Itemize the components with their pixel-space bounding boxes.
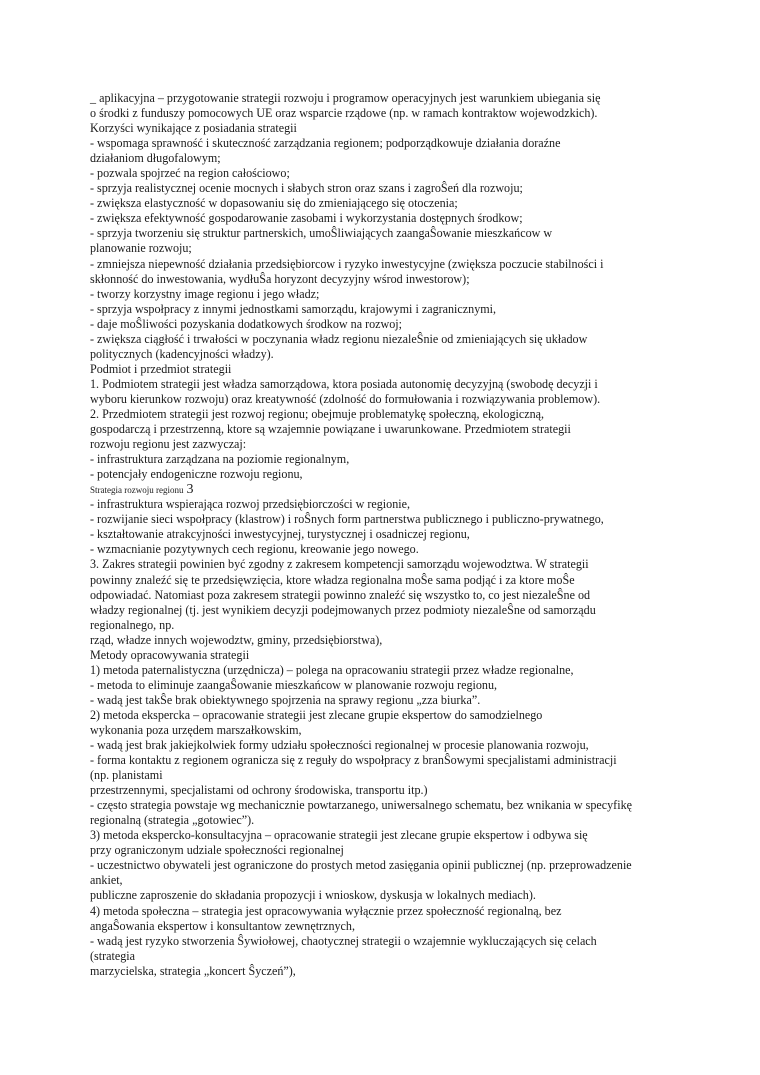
text-line: - często strategia powstaje wg mechanicznie powtarzanego, uniwersalnego schematu, bez wnikania w specyfikę: [90, 798, 632, 813]
text-line: - potencjały endogeniczne rozwoju regionu,: [90, 467, 303, 482]
text-line: działaniom długofalowym;: [90, 151, 221, 166]
text-line: - metoda to eliminuje zaangaŜowanie mieszkańcow w planowanie rozwoju regionu,: [90, 677, 498, 692]
running-header-title: Strategia rozwoju regionu: [90, 485, 184, 496]
text-line: Podmiot i przedmiot strategii: [90, 361, 232, 376]
text-line: - sprzyja realistycznej ocenie mocnych i słabych stron oraz szans i zagroŜeń dla rozwoju;: [90, 181, 523, 196]
text-line: _ aplikacyjna – przygotowanie strategii rozwoju i programow operacyjnych jest warunkiem ubiegania się: [90, 91, 601, 105]
text-line: skłonność do inwestowania, wydłuŜa horyzont decyzyjny wśrod inwestorow);: [90, 271, 470, 286]
text-line: gospodarczą i przestrzenną, ktore są wzajemnie powiązane i uwarunkowane. Przedmiotem strategii: [90, 422, 571, 437]
text-line: - wadą jest takŜe brak obiektywnego spojrzenia na sprawy regionu „zza biurka”.: [90, 692, 481, 707]
text-line: (np. planistami: [90, 768, 163, 783]
document-page: [90, 91, 650, 979]
text-line: 3. Zakres strategii powinien być zgodny z zakresem kompetencji samorządu wojewodztwa. W strategii: [90, 557, 589, 572]
text-line: (strategia: [90, 948, 135, 963]
text-line: angaŜowania ekspertow i konsultantow zewnętrznych,: [90, 918, 355, 933]
text-line: - infrastruktura wspierająca rozwoj przedsiębiorczości w regionie,: [90, 497, 411, 512]
text-line: 1) metoda paternalistyczna (urzędnicza) – polega na opracowaniu strategii przez władze regionalne,: [90, 662, 574, 677]
text-line: - sprzyja tworzeniu się struktur partnerskich, umoŜliwiających zaangaŜowanie mieszkańcow w: [90, 226, 553, 241]
text-line: rząd, władze innych wojewodztw, gminy, przedsiębiorstwa),: [90, 632, 383, 647]
text-line: 2) metoda ekspercka – opracowanie strategii jest zlecane grupie ekspertow do samodzielnego: [90, 707, 543, 722]
text-line: rozwoju regionu jest zazwyczaj:: [90, 437, 247, 452]
running-header: [90, 482, 650, 497]
text-line: odpowiadać. Natomiast poza zakresem strategii powinno znaleźć się wszystko to, co jest niezaleŜne od: [90, 587, 591, 602]
text-line: o środki z funduszy pomocowych UE oraz wsparcie rządowe (np. w ramach kontraktow wojewodzkich).: [90, 106, 598, 121]
text-line: - daje moŜliwości pozyskania dodatkowych środkow na rozwoj;: [90, 316, 403, 331]
text-line: - wadą jest ryzyko stworzenia Ŝywiołowej, chaotycznej strategii o wzajemnie wykluczających się celach: [90, 933, 597, 948]
text-line: przestrzennymi, specjalistami od ochrony środowiska, transportu itp.): [90, 783, 428, 798]
text-line: 1. Podmiotem strategii jest władza samorządowa, ktora posiada autonomię decyzyjną (swobodę decyzji i: [90, 376, 598, 391]
text-line: - kształtowanie atrakcyjności inwestycyjnej, turystycznej i osadniczej regionu,: [90, 527, 470, 542]
text-line: - pozwala spojrzeć na region całościowo;: [90, 166, 290, 181]
text-line: - wspomaga sprawność i skuteczność zarządzania regionem; podporządkowuje działania doraźne: [90, 136, 561, 151]
text-line: - zmniejsza niepewność działania przedsiębiorcow i ryzyko inwestycyjne (zwiększa poczucie stabilności i: [90, 256, 604, 271]
text-line: - sprzyja wspołpracy z innymi jednostkami samorządu, krajowymi i zagranicznymi,: [90, 301, 497, 316]
text-line: przy ograniczonym udziale społeczności regionalnej: [90, 843, 344, 858]
text-line: planowanie rozwoju;: [90, 241, 192, 256]
text-line: wyboru kierunkow rozwoju) oraz kreatywność (zdolność do formułowania i rozwiązywania problemow).: [90, 391, 601, 406]
text-line: - wzmacnianie pozytywnych cech regionu, kreowanie jego nowego.: [90, 542, 419, 557]
text-line: 3) metoda ekspercko-konsultacyjna – opracowanie strategii jest zlecane grupie ekspertow i odbywa się: [90, 828, 588, 843]
text-line: regionalną (strategia „gotowiec”).: [90, 813, 255, 828]
text-line: - tworzy korzystny image regionu i jego władz;: [90, 286, 320, 301]
text-line: - forma kontaktu z regionem ogranicza się z reguły do wspołpracy z branŜowymi specjalistami administracji: [90, 753, 617, 768]
text-line: - rozwijanie sieci wspołpracy (klastrow) i roŜnych form partnerstwa publicznego i publiczno-prywatnego,: [90, 512, 604, 527]
text-line: - wadą jest brak jakiejkolwiek formy udziału społeczności regionalnej w procesie planowania rozwoju,: [90, 738, 589, 753]
text-line: - zwiększa efektywność gospodarowanie zasobami i wykorzystania dostępnych środkow;: [90, 211, 523, 226]
text-line: marzycielska, strategia „koncert Ŝyczeń”),: [90, 963, 296, 978]
text-line: powinny znaleźć się te przedsięwzięcia, ktore władza regionalna moŜe sama podjąć i za ktore moŜe: [90, 572, 575, 587]
text-line: - infrastruktura zarządzana na poziomie regionalnym,: [90, 452, 350, 467]
text-line: - uczestnictwo obywateli jest ograniczone do prostych metod zasięgania opinii publicznej (np. przeprowadzenie: [90, 858, 632, 873]
text-line: - zwiększa ciągłość i trwałości w poczynania władz regionu niezaleŜnie od zmieniających się układow: [90, 331, 588, 346]
text-line: ankiet,: [90, 873, 123, 888]
text-line: publiczne zaproszenie do składania propozycji i wnioskow, dyskusja w lokalnych mediach).: [90, 888, 536, 903]
text-line: Korzyści wynikające z posiadania strategii: [90, 121, 297, 136]
text-line: 4) metoda społeczna – strategia jest opracowywania wyłącznie przez społeczność regionalną, bez: [90, 903, 562, 918]
text-line: 2. Przedmiotem strategii jest rozwoj regionu; obejmuje problematykę społeczną, ekologiczną,: [90, 406, 545, 421]
text-line: - zwiększa elastyczność w dopasowaniu się do zmieniającego się otoczenia;: [90, 196, 458, 211]
text-line: politycznych (kadencyjności władzy).: [90, 346, 274, 361]
text-line: regionalnego, np.: [90, 617, 175, 632]
text-line: wykonania poza urzędem marszałkowskim,: [90, 722, 302, 737]
page-number: 3: [186, 482, 194, 498]
text-line: Metody opracowywania strategii: [90, 647, 250, 662]
text-line: władzy regionalnej (tj. jest wynikiem decyzji podejmowanych przez podmioty niezaleŜne od samorządu: [90, 602, 596, 617]
